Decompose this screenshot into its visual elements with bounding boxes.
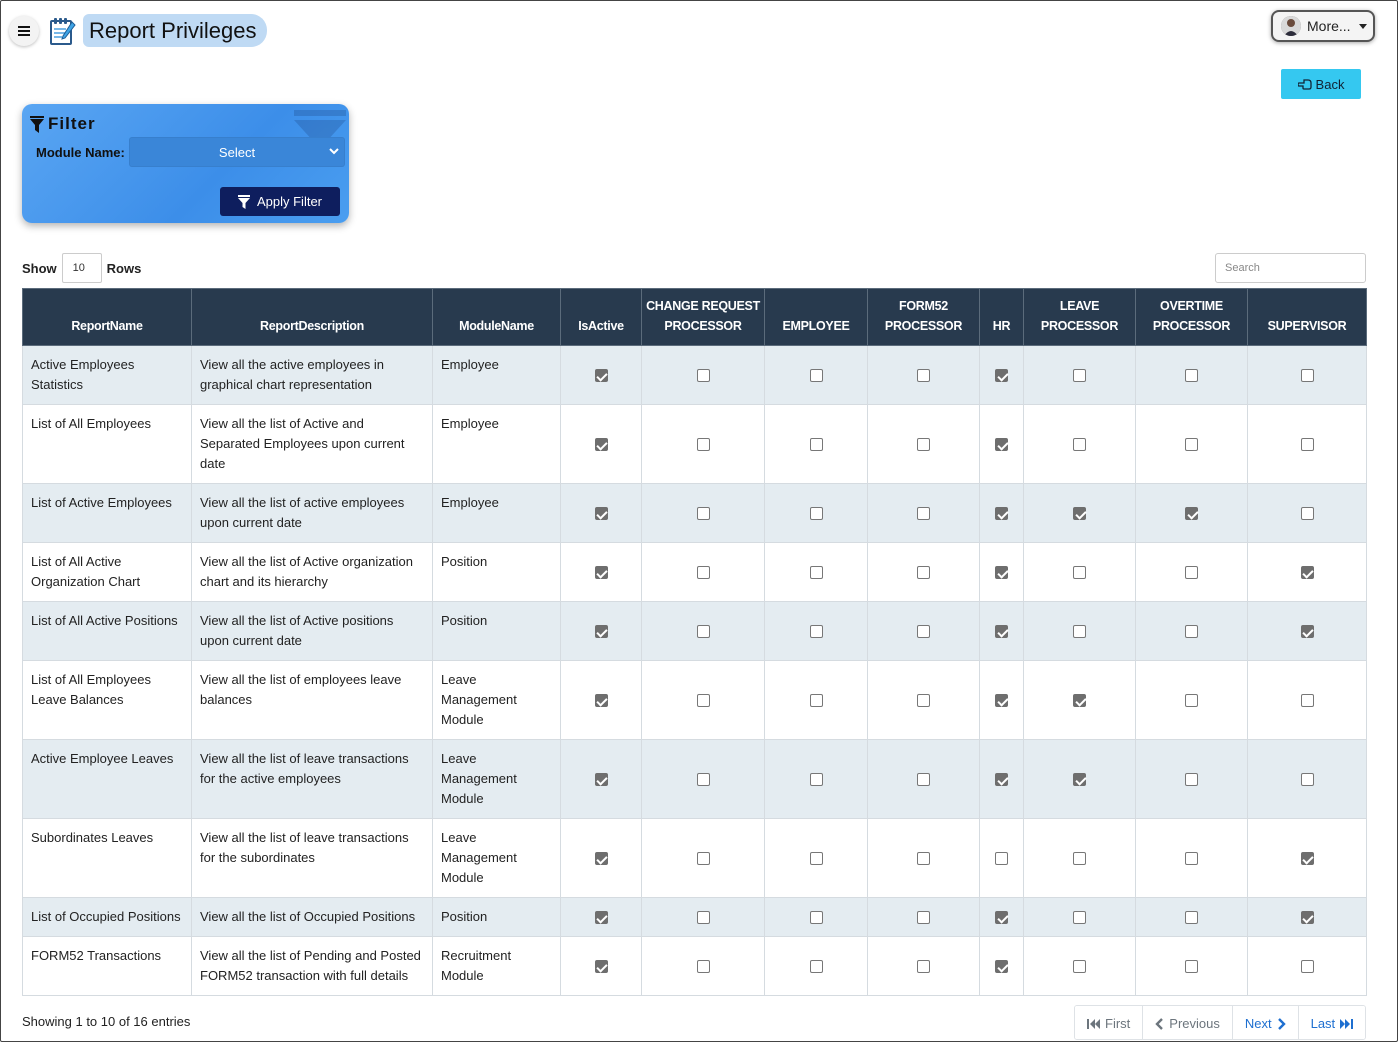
report-name-cell: Active Employee Leaves	[23, 740, 192, 819]
privilege-cell	[1024, 898, 1136, 937]
back-label: Back	[1315, 76, 1345, 92]
report-module-cell: Recruitment Module	[433, 937, 561, 996]
privilege-cell	[868, 937, 980, 996]
privilege-cell	[561, 937, 642, 996]
privilege-checkbox[interactable]	[810, 694, 823, 707]
table-header-row	[23, 289, 1367, 346]
privilege-checkbox[interactable]	[697, 960, 710, 973]
privilege-checkbox[interactable]	[697, 694, 710, 707]
report-description-cell: View all the active employees in graphical chart representation	[192, 346, 433, 405]
table-row	[23, 819, 1367, 898]
report-module-cell: Position	[433, 602, 561, 661]
privilege-checkbox[interactable]	[697, 507, 710, 520]
funnel-icon	[30, 116, 44, 133]
privilege-checkbox[interactable]	[697, 852, 710, 865]
filter-panel	[22, 104, 349, 223]
report-module-cell: Position	[433, 898, 561, 937]
privilege-checkbox[interactable]	[1185, 694, 1198, 707]
privilege-checkbox[interactable]	[810, 911, 823, 924]
privilege-checkbox[interactable]	[1301, 438, 1314, 451]
privilege-checkbox[interactable]	[1073, 960, 1086, 973]
privilege-checkbox[interactable]	[810, 369, 823, 382]
privilege-cell	[642, 346, 765, 405]
filter-title	[30, 114, 96, 134]
privilege-checkbox[interactable]	[995, 566, 1008, 579]
privilege-checkbox[interactable]	[995, 625, 1008, 638]
privilege-cell	[1248, 346, 1367, 405]
report-module-cell: Leave Management Module	[433, 819, 561, 898]
privilege-cell	[642, 819, 765, 898]
privilege-cell	[1136, 819, 1248, 898]
privilege-cell	[561, 543, 642, 602]
privilege-cell	[765, 740, 868, 819]
privilege-checkbox[interactable]	[810, 438, 823, 451]
report-name-cell: List of All Employees Leave Balances	[23, 661, 192, 740]
privilege-cell	[868, 405, 980, 484]
privilege-cell	[1024, 346, 1136, 405]
report-description-cell: View all the list of Active and Separated Employees upon current date	[192, 405, 433, 484]
rows-per-page-input[interactable]: 10	[62, 253, 102, 283]
page-length-control	[22, 253, 141, 283]
privilege-checkbox[interactable]	[1073, 852, 1086, 865]
privilege-checkbox[interactable]	[1073, 438, 1086, 451]
privilege-cell	[765, 819, 868, 898]
privilege-cell	[765, 484, 868, 543]
privilege-checkbox[interactable]	[595, 960, 608, 973]
table-row	[23, 543, 1367, 602]
report-name-cell: List of Active Employees	[23, 484, 192, 543]
privilege-cell	[980, 661, 1024, 740]
privilege-cell	[980, 898, 1024, 937]
rows-label: Rows	[106, 260, 142, 276]
last-page-label: Last	[1310, 1016, 1336, 1031]
first-page-label: First	[1105, 1016, 1131, 1031]
back-button[interactable]	[1281, 69, 1361, 99]
privilege-checkbox[interactable]	[917, 438, 930, 451]
privilege-checkbox[interactable]	[697, 911, 710, 924]
privilege-checkbox[interactable]	[697, 438, 710, 451]
privilege-cell	[561, 405, 642, 484]
privilege-cell	[1248, 543, 1367, 602]
hamburger-icon	[18, 26, 30, 36]
privilege-cell	[561, 819, 642, 898]
privilege-cell	[1248, 740, 1367, 819]
privilege-checkbox[interactable]	[1073, 507, 1086, 520]
privilege-checkbox[interactable]	[995, 438, 1008, 451]
table-row	[23, 661, 1367, 740]
double-chevron-left-icon	[1087, 1018, 1101, 1030]
table-row	[23, 602, 1367, 661]
privilege-cell	[1248, 819, 1367, 898]
report-module-cell: Leave Management Module	[433, 661, 561, 740]
privilege-checkbox[interactable]	[810, 507, 823, 520]
privilege-cell	[868, 543, 980, 602]
privilege-checkbox[interactable]	[595, 625, 608, 638]
privilege-cell	[980, 405, 1024, 484]
privilege-cell	[980, 937, 1024, 996]
privilege-cell	[642, 543, 765, 602]
previous-page-button[interactable]	[1143, 1006, 1233, 1040]
column-header[interactable]: ModuleName	[433, 289, 561, 346]
column-header[interactable]: SUPERVISOR	[1248, 289, 1367, 346]
search-input[interactable]	[1215, 253, 1366, 283]
report-description-cell: View all the list of Pending and Posted FORM52 transaction with full details	[192, 937, 433, 996]
table-row	[23, 484, 1367, 543]
privilege-checkbox[interactable]	[1301, 566, 1314, 579]
privilege-checkbox[interactable]	[1185, 852, 1198, 865]
hand-pointing-left-icon	[1298, 78, 1312, 90]
more-menu-label: More...	[1307, 18, 1351, 34]
privilege-checkbox[interactable]	[595, 852, 608, 865]
menu-button[interactable]	[9, 16, 39, 46]
privilege-cell	[868, 346, 980, 405]
privilege-checkbox[interactable]	[1185, 960, 1198, 973]
report-module-cell: Employee	[433, 405, 561, 484]
double-chevron-right-icon	[1339, 1018, 1353, 1030]
privilege-cell	[1248, 484, 1367, 543]
privilege-checkbox[interactable]	[1301, 852, 1314, 865]
privilege-checkbox[interactable]	[1301, 694, 1314, 707]
privilege-checkbox[interactable]	[1301, 625, 1314, 638]
report-description-cell: View all the list of Active positions upon current date	[192, 602, 433, 661]
report-name-cell: List of All Employees	[23, 405, 192, 484]
column-header[interactable]: ReportName	[23, 289, 192, 346]
privilege-cell	[1248, 405, 1367, 484]
privilege-checkbox[interactable]	[1301, 369, 1314, 382]
privilege-checkbox[interactable]	[1073, 625, 1086, 638]
column-header[interactable]: CHANGE REQUEST PROCESSOR	[642, 289, 765, 346]
privilege-checkbox[interactable]	[1185, 438, 1198, 451]
privilege-cell	[868, 898, 980, 937]
report-description-cell: View all the list of Occupied Positions	[192, 898, 433, 937]
privilege-checkbox[interactable]	[1301, 911, 1314, 924]
privilege-cell	[868, 740, 980, 819]
report-name-cell: List of Occupied Positions	[23, 898, 192, 937]
privilege-cell	[765, 661, 868, 740]
table-body	[23, 346, 1367, 996]
privilege-checkbox[interactable]	[1185, 507, 1198, 520]
report-description-cell: View all the list of leave transactions for the active employees	[192, 740, 433, 819]
privilege-cell	[765, 346, 868, 405]
privilege-cell	[1136, 937, 1248, 996]
report-privileges-table	[22, 288, 1367, 996]
privilege-checkbox[interactable]	[697, 625, 710, 638]
apply-filter-label: Apply Filter	[256, 194, 323, 209]
report-name-cell: FORM52 Transactions	[23, 937, 192, 996]
privilege-cell	[1248, 602, 1367, 661]
privilege-checkbox[interactable]	[1073, 369, 1086, 382]
privilege-cell	[980, 740, 1024, 819]
privilege-checkbox[interactable]	[995, 852, 1008, 865]
next-page-button[interactable]	[1233, 1006, 1299, 1040]
privilege-checkbox[interactable]	[995, 773, 1008, 786]
privilege-checkbox[interactable]	[810, 625, 823, 638]
privilege-checkbox[interactable]	[595, 438, 608, 451]
privilege-cell	[868, 602, 980, 661]
privilege-checkbox[interactable]	[917, 852, 930, 865]
privilege-checkbox[interactable]	[810, 773, 823, 786]
privilege-cell	[765, 543, 868, 602]
report-description-cell: View all the list of active employees upon current date	[192, 484, 433, 543]
privilege-checkbox[interactable]	[1301, 960, 1314, 973]
next-page-label: Next	[1244, 1016, 1272, 1031]
table-row	[23, 346, 1367, 405]
privilege-checkbox[interactable]	[995, 369, 1008, 382]
privilege-checkbox[interactable]	[917, 369, 930, 382]
privilege-checkbox[interactable]	[917, 773, 930, 786]
privilege-cell	[1136, 484, 1248, 543]
notepad-icon	[48, 16, 76, 46]
privilege-checkbox[interactable]	[917, 507, 930, 520]
privilege-checkbox[interactable]	[917, 566, 930, 579]
privilege-checkbox[interactable]	[1185, 773, 1198, 786]
chevron-right-icon	[1276, 1018, 1286, 1030]
report-description-cell: View all the list of Active organization chart and its hierarchy	[192, 543, 433, 602]
privilege-cell	[1136, 898, 1248, 937]
privilege-cell	[1024, 602, 1136, 661]
privilege-checkbox[interactable]	[595, 694, 608, 707]
filter-title-label: Filter	[48, 114, 96, 133]
privilege-checkbox[interactable]	[595, 566, 608, 579]
privilege-checkbox[interactable]	[1185, 566, 1198, 579]
privilege-checkbox[interactable]	[1073, 911, 1086, 924]
report-module-cell: Leave Management Module	[433, 740, 561, 819]
privilege-checkbox[interactable]	[1301, 773, 1314, 786]
privilege-cell	[642, 937, 765, 996]
chevron-down-icon	[329, 146, 339, 156]
last-page-button[interactable]	[1299, 1006, 1366, 1040]
privilege-cell	[1248, 937, 1367, 996]
column-header[interactable]: LEAVE PROCESSOR	[1024, 289, 1136, 346]
show-label: Show	[22, 260, 57, 276]
pagination	[1074, 1005, 1366, 1040]
privilege-cell	[1136, 602, 1248, 661]
privilege-checkbox[interactable]	[995, 960, 1008, 973]
privilege-checkbox[interactable]	[697, 773, 710, 786]
privilege-checkbox[interactable]	[810, 960, 823, 973]
privilege-checkbox[interactable]	[1185, 911, 1198, 924]
privilege-checkbox[interactable]	[995, 694, 1008, 707]
privilege-cell	[561, 898, 642, 937]
previous-page-label: Previous	[1169, 1016, 1220, 1031]
table-info: Showing 1 to 10 of 16 entries	[22, 1014, 191, 1029]
privilege-checkbox[interactable]	[917, 911, 930, 924]
privilege-cell	[868, 819, 980, 898]
privilege-cell	[1024, 819, 1136, 898]
report-name-cell: Subordinates Leaves	[23, 819, 192, 898]
privilege-checkbox[interactable]	[595, 773, 608, 786]
privilege-cell	[642, 898, 765, 937]
privilege-checkbox[interactable]	[917, 694, 930, 707]
report-module-cell: Employee	[433, 346, 561, 405]
module-name-label: Module Name:	[36, 145, 125, 160]
more-menu-button[interactable]	[1271, 10, 1375, 42]
privilege-cell	[561, 602, 642, 661]
privilege-cell	[561, 661, 642, 740]
privilege-checkbox[interactable]	[995, 507, 1008, 520]
privilege-cell	[980, 819, 1024, 898]
privilege-cell	[1136, 661, 1248, 740]
privilege-cell	[1248, 661, 1367, 740]
column-header[interactable]: EMPLOYEE	[765, 289, 868, 346]
privilege-cell	[765, 898, 868, 937]
privilege-cell	[642, 740, 765, 819]
privilege-cell	[1136, 740, 1248, 819]
apply-filter-button[interactable]	[220, 187, 340, 216]
column-header[interactable]: HR	[980, 289, 1024, 346]
table-row	[23, 740, 1367, 819]
report-module-cell: Position	[433, 543, 561, 602]
report-name-cell: List of All Active Organization Chart	[23, 543, 192, 602]
privilege-cell	[1024, 661, 1136, 740]
privilege-checkbox[interactable]	[595, 369, 608, 382]
column-header[interactable]: ReportDescription	[192, 289, 433, 346]
privilege-cell	[561, 740, 642, 819]
privilege-cell	[980, 602, 1024, 661]
privilege-checkbox[interactable]	[1073, 566, 1086, 579]
privilege-cell	[1024, 543, 1136, 602]
privilege-cell	[561, 484, 642, 543]
privilege-cell	[1136, 405, 1248, 484]
privilege-checkbox[interactable]	[1073, 694, 1086, 707]
module-name-select[interactable]	[129, 137, 345, 167]
privilege-cell	[642, 405, 765, 484]
privilege-checkbox[interactable]	[810, 566, 823, 579]
privilege-cell	[1024, 740, 1136, 819]
module-name-value: Select	[218, 144, 256, 160]
privilege-cell	[1024, 484, 1136, 543]
privilege-checkbox[interactable]	[595, 911, 608, 924]
first-page-button[interactable]	[1075, 1006, 1143, 1040]
report-name-cell: Active Employees Statistics	[23, 346, 192, 405]
page-title: Report Privileges	[83, 14, 267, 47]
privilege-cell	[642, 661, 765, 740]
privilege-checkbox[interactable]	[810, 852, 823, 865]
privilege-cell	[980, 484, 1024, 543]
report-module-cell: Employee	[433, 484, 561, 543]
privilege-cell	[980, 346, 1024, 405]
privilege-cell	[765, 602, 868, 661]
column-header[interactable]: FORM52 PROCESSOR	[868, 289, 980, 346]
funnel-icon	[238, 195, 250, 209]
privilege-cell	[1248, 898, 1367, 937]
report-name-cell: List of All Active Positions	[23, 602, 192, 661]
column-header[interactable]: IsActive	[561, 289, 642, 346]
caret-down-icon	[1359, 24, 1367, 29]
table-row	[23, 898, 1367, 937]
privilege-cell	[642, 602, 765, 661]
privilege-checkbox[interactable]	[697, 566, 710, 579]
privilege-checkbox[interactable]	[917, 625, 930, 638]
column-header[interactable]: OVERTIME PROCESSOR	[1136, 289, 1248, 346]
privilege-cell	[868, 484, 980, 543]
chevron-left-icon	[1155, 1018, 1165, 1030]
report-description-cell: View all the list of leave transactions for the subordinates	[192, 819, 433, 898]
privilege-cell	[1024, 937, 1136, 996]
privilege-cell	[765, 405, 868, 484]
privilege-checkbox[interactable]	[697, 369, 710, 382]
avatar	[1281, 16, 1301, 36]
privilege-cell	[868, 661, 980, 740]
privilege-checkbox[interactable]	[595, 507, 608, 520]
privilege-checkbox[interactable]	[1185, 625, 1198, 638]
privilege-cell	[642, 484, 765, 543]
privilege-cell	[1136, 543, 1248, 602]
privilege-checkbox[interactable]	[1073, 773, 1086, 786]
table-row	[23, 937, 1367, 996]
privilege-checkbox[interactable]	[917, 960, 930, 973]
privilege-cell	[1024, 405, 1136, 484]
privilege-checkbox[interactable]	[995, 911, 1008, 924]
privilege-checkbox[interactable]	[1185, 369, 1198, 382]
privilege-cell	[1136, 346, 1248, 405]
report-description-cell: View all the list of employees leave balances	[192, 661, 433, 740]
privilege-cell	[561, 346, 642, 405]
privilege-checkbox[interactable]	[1301, 507, 1314, 520]
table-row	[23, 405, 1367, 484]
privilege-cell	[980, 543, 1024, 602]
privilege-cell	[765, 937, 868, 996]
